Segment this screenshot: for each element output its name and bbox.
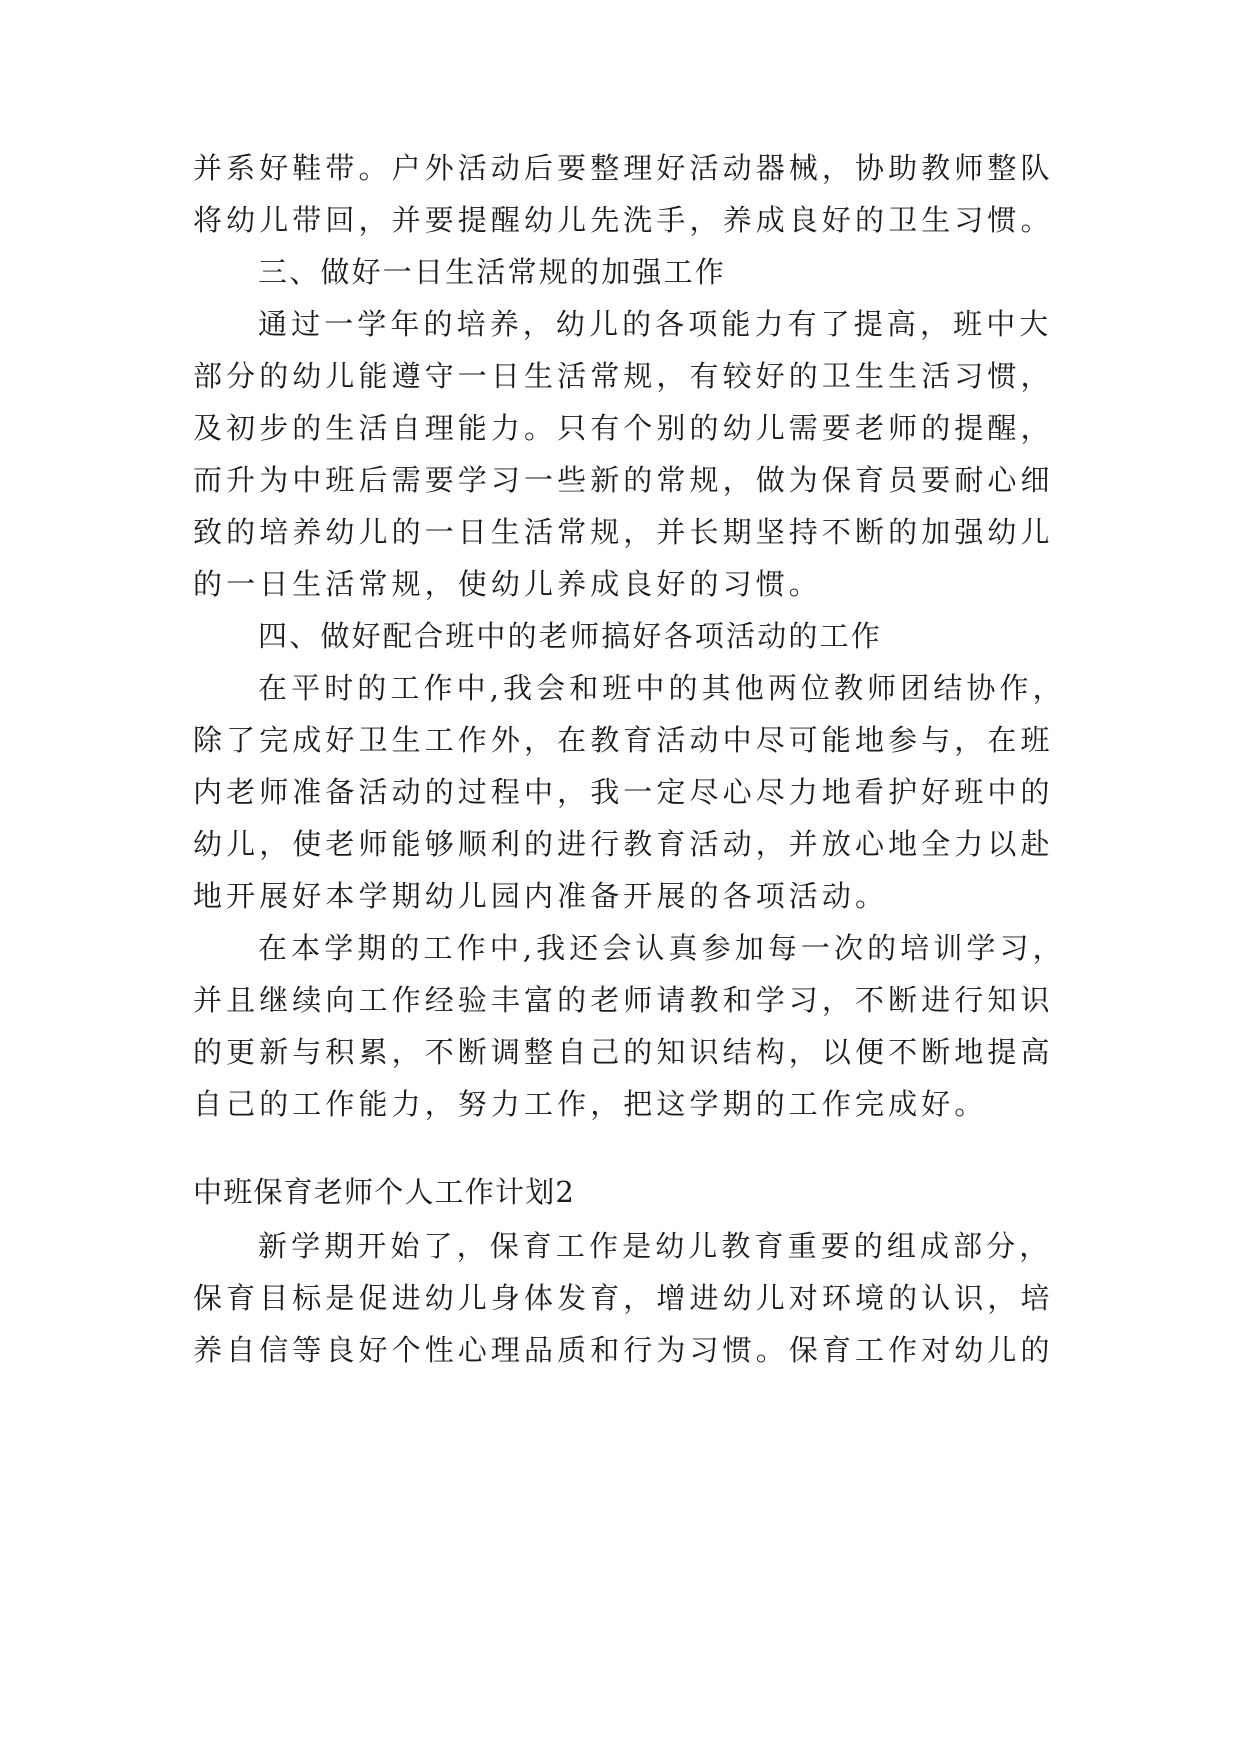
paragraph-line: 新学期开始了，保育工作是幼儿教育重要的组成部分，	[258, 1229, 1053, 1263]
paragraph-line: 地开展好本学期幼儿园内准备开展的各项活动。	[193, 879, 889, 913]
paragraph-line: 并系好鞋带。户外活动后要整理好活动器械，协助教师整队	[193, 151, 1054, 185]
paragraph-line: 保育目标是促进幼儿身体发育，增进幼儿对环境的认识，培	[193, 1281, 1054, 1315]
paragraph-line: 部分的幼儿能遵守一日生活常规，有较好的卫生生活习惯，	[193, 359, 1054, 393]
paragraph-line: 幼儿，使老师能够顺利的进行教育活动，并放心地全力以赴	[193, 827, 1054, 861]
paragraph-line: 内老师准备活动的过程中，我一定尽心尽力地看护好班中的	[193, 775, 1054, 809]
paragraph-line: 将幼儿带回，并要提醒幼儿先洗手，养成良好的卫生习惯。	[193, 203, 1054, 237]
paragraph-line: 的更新与积累，不断调整自己的知识结构，以便不断地提高	[193, 1035, 1054, 1069]
paragraph-line: 及初步的生活自理能力。只有个别的幼儿需要老师的提醒，	[193, 411, 1054, 445]
paragraph-line: 除了完成好卫生工作外，在教育活动中尽可能地参与，在班	[193, 723, 1054, 757]
paragraph-line: 的一日生活常规，使幼儿养成良好的习惯。	[193, 567, 822, 601]
paragraph-line: 而升为中班后需要学习一些新的常规，做为保育员要耐心细	[193, 463, 1054, 497]
section-heading-4: 四、做好配合班中的老师搞好各项活动的工作	[258, 619, 883, 653]
paragraph-line: 并且继续向工作经验丰富的老师请教和学习，不断进行知识	[193, 983, 1054, 1017]
paragraph-line: 养自信等良好个性心理品质和行为习惯。保育工作对幼儿的	[193, 1333, 1054, 1367]
section-heading-3: 三、做好一日生活常规的加强工作	[258, 255, 727, 289]
paragraph-line: 在本学期的工作中,我还会认真参加每一次的培训学习，	[258, 931, 1066, 965]
document-title: 中班保育老师个人工作计划2	[193, 1175, 576, 1209]
paragraph-line: 自己的工作能力，努力工作，把这学期的工作完成好。	[193, 1087, 988, 1121]
paragraph-line: 通过一学年的培养，幼儿的各项能力有了提高，班中大	[258, 307, 1053, 341]
paragraph-line: 致的培养幼儿的一日生活常规，并长期坚持不断的加强幼儿	[193, 515, 1054, 549]
paragraph-line: 在平时的工作中,我会和班中的其他两位教师团结协作，	[258, 671, 1066, 705]
